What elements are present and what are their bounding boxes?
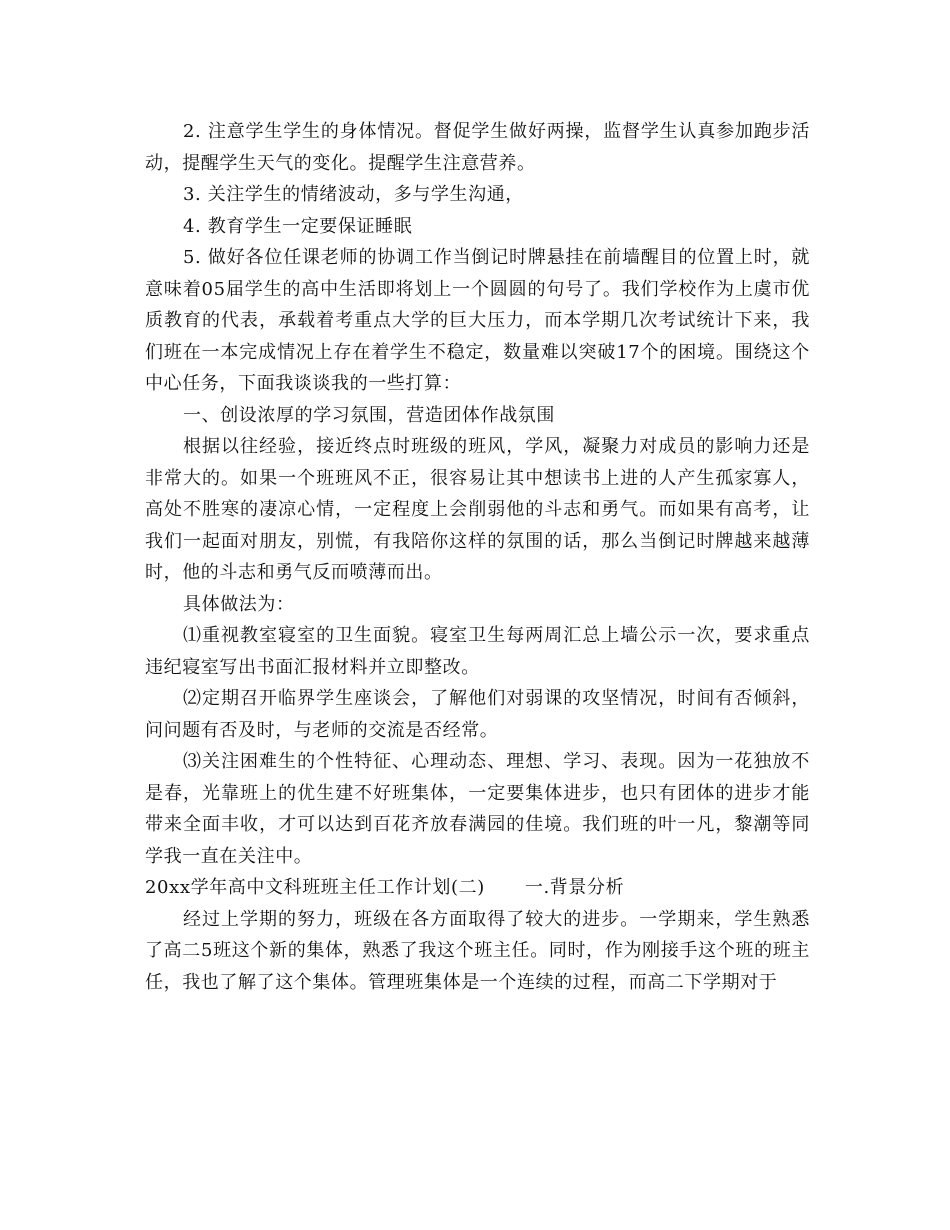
paragraph-background: 经过上学期的努力，班级在各方面取得了较大的进步。一学期来，学生熟悉了高二5班这个新的集体，熟悉了我这个班主任。同时，作为刚接手这个班的班主任，我也了解了这个集体。管理班集体是一个连续的过程，而高二下学期对于	[145, 908, 810, 993]
paragraph-method-2: ⑵定期召开临界学生座谈会，了解他们对弱课的攻坚情况，时间有否倾斜，问问题有否及时，与老师的交流是否经常。	[145, 688, 810, 741]
paragraph-item-2: 2. 注意学生学生的身体情况。督促学生做好两操，监督学生认真参加跑步活动，提醒学生天气的变化。提醒学生注意营养。	[145, 121, 810, 174]
plan-subtitle: 一.背景分析	[524, 877, 625, 898]
document-body	[145, 116, 810, 998]
paragraph-method-1: ⑴重视教室寝室的卫生面貌。寝室卫生每两周汇总上墙公示一次，要求重点违纪寝室写出书面汇报材料并立即整改。	[145, 625, 810, 678]
paragraph-experience: 根据以往经验，接近终点时班级的班风，学风，凝聚力对成员的影响力还是非常大的。如果一个班班风不正，很容易让其中想读书上进的人产生孤家寡人，高处不胜寒的凄凉心情，一定程度上会削弱他的斗志和勇气。而如果有高考，让我们一起面对朋友，别慌，有我陪你这样的氛围的话，那么当倒记时牌越来越薄时，他的斗志和勇气反而喷薄而出。	[145, 436, 810, 583]
paragraph-item-3: 3. 关注学生的情绪波动，多与学生沟通，	[183, 184, 524, 205]
paragraph-methods-intro: 具体做法为：	[183, 593, 295, 615]
plan-title: 20xx学年高中文科班班主任工作计划(二)	[145, 877, 485, 898]
plan-title-line	[145, 872, 810, 904]
paragraph-item-5: 5. 做好各位任课老师的协调工作当倒记时牌悬挂在前墙醒目的位置上时，就意味着05届学生的高中生活即将划上一个圆圆的句号了。我们学校作为上虞市优质教育的代表，承载着考重点大学的巨大压力，而本学期几次考试统计下来，我们班在一本完成情况上存在着学生不稳定，数量难以突破17个的困境。围绕这个中心任务，下面我谈谈我的一些打算：	[145, 247, 810, 394]
section-heading-atmosphere: 一、创设浓厚的学习氛围，营造团体作战氛围	[183, 404, 555, 426]
paragraph-method-3: ⑶关注困难生的个性特征、心理动态、理想、学习、表现。因为一花独放不是春，光靠班上的优生建不好班集体，一定要集体进步，也只有团体的进步才能带来全面丰收，才可以达到百花齐放春满园的佳境。我们班的叶一凡，黎潮等同学我一直在关注中。	[145, 751, 810, 867]
paragraph-item-4: 4. 教育学生一定要保证睡眠	[183, 215, 413, 237]
